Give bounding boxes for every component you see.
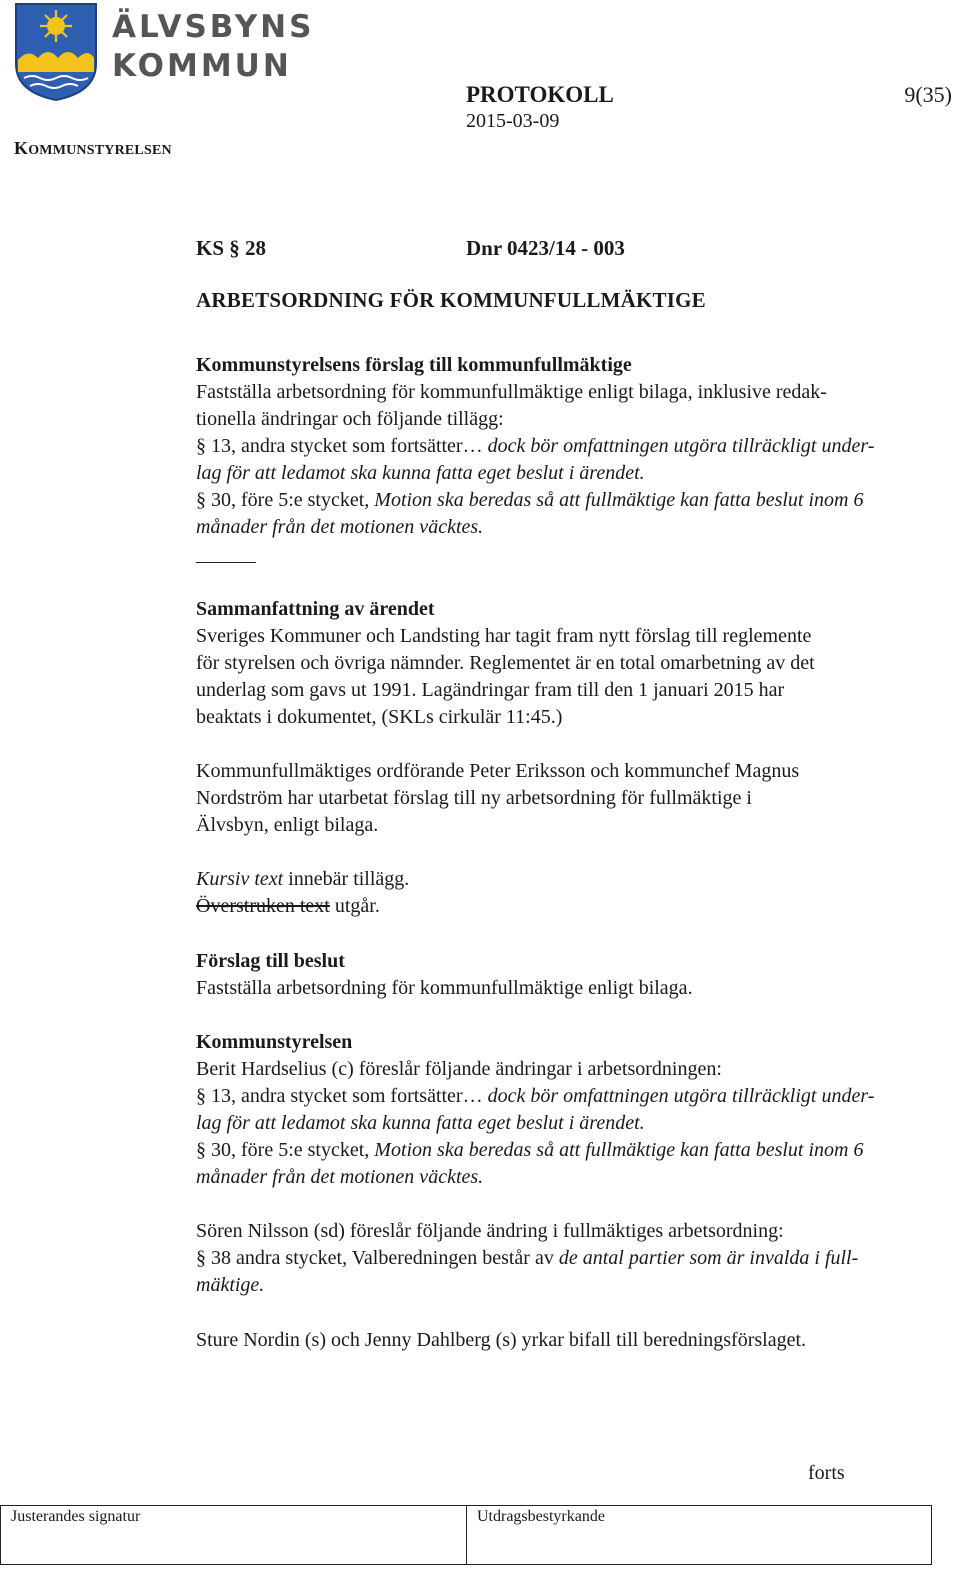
item-text: § 30, före 5:e stycket, bbox=[196, 489, 375, 511]
board-item-3-cont bbox=[196, 1272, 920, 1299]
proposal-item-1 bbox=[196, 433, 920, 460]
legend-strike-sample: Överstruken text bbox=[196, 895, 330, 917]
proposal-line-2: tionella ändringar och följande tillägg: bbox=[196, 408, 504, 430]
item-addition: Motion ska beredas så att fullmäktige kan fatta beslut inom 6 bbox=[374, 489, 864, 511]
legend-removal bbox=[196, 893, 920, 920]
signature-label: Justerandes signatur bbox=[11, 1508, 141, 1525]
brand-line-1: ÄLVSBYNS bbox=[112, 9, 315, 45]
proposal-item-2 bbox=[196, 487, 920, 514]
signature-label: Utdragsbestyrkande bbox=[477, 1508, 605, 1525]
summary-paragraph-2 bbox=[196, 758, 920, 839]
org-initial: K bbox=[14, 138, 29, 158]
summary-line: för styrelsen och övriga nämnder. Reglementet är en total omarbetning av det bbox=[196, 652, 815, 674]
proposal-section bbox=[196, 352, 920, 541]
item-addition: dock bör omfattningen utgöra tillräckligt under- bbox=[487, 435, 875, 457]
summary-line: Kommunfullmäktiges ordförande Peter Eriksson och kommunchef Magnus bbox=[196, 760, 800, 782]
item-text: § 30, före 5:e stycket, bbox=[196, 1139, 375, 1161]
proposal-item-1-cont bbox=[196, 460, 920, 487]
legend-addition bbox=[196, 866, 920, 893]
item-addition: mäktige. bbox=[196, 1274, 265, 1296]
legend-text: utgår. bbox=[329, 895, 380, 917]
summary-section bbox=[196, 596, 920, 731]
legend-italic-sample: Kursiv text bbox=[196, 868, 284, 890]
proposal-line-1: Fastställa arbetsordning för kommunfullmäktige enligt bilaga, inklusive redak- bbox=[196, 381, 827, 403]
item-addition: Motion ska beredas så att fullmäktige kan fatta beslut inom 6 bbox=[374, 1139, 864, 1161]
item-text: § 13, andra stycket som fortsätter… bbox=[196, 435, 488, 457]
org-rest: OMMUNSTYRELSEN bbox=[28, 143, 172, 158]
proposal-item-2-cont bbox=[196, 514, 920, 541]
item-text: § 13, andra stycket som fortsätter… bbox=[196, 1085, 488, 1107]
item-addition: de antal partier som är invalda i full- bbox=[558, 1247, 859, 1269]
item-addition: lag för att ledamot ska kunna fatta eget beslut i ärendet. bbox=[196, 462, 645, 484]
signature-cell-utdrag bbox=[467, 1506, 931, 1564]
board-item-1 bbox=[196, 1083, 920, 1110]
document-type: PROTOKOLL bbox=[466, 82, 614, 107]
item-text: § 38 andra stycket, Valberedningen består av bbox=[196, 1247, 559, 1269]
item-addition: månader från det motionen väcktes. bbox=[196, 516, 484, 538]
board-item-2 bbox=[196, 1137, 920, 1164]
case-number: KS § 28 bbox=[196, 236, 267, 260]
continued-label: forts bbox=[808, 1462, 845, 1484]
board-item-3 bbox=[196, 1245, 920, 1272]
coat-of-arms-logo bbox=[14, 2, 98, 102]
item-addition: lag för att ledamot ska kunna fatta eget beslut i ärendet. bbox=[196, 1112, 645, 1134]
item-addition: dock bör omfattningen utgöra tillräckligt under- bbox=[487, 1085, 875, 1107]
summary-heading: Sammanfattning av ärendet bbox=[196, 598, 435, 620]
board-heading: Kommunstyrelsen bbox=[196, 1031, 353, 1053]
document-date: 2015-03-09 bbox=[466, 110, 560, 132]
summary-line: underlag som gavs ut 1991. Lagändringar fram till den 1 januari 2015 har bbox=[196, 679, 785, 701]
organization-name bbox=[14, 138, 172, 159]
case-title: ARBETSORDNING FÖR KOMMUNFULLMÄKTIGE bbox=[196, 288, 706, 312]
summary-line: Nordström har utarbetat förslag till ny arbetsordning för fullmäktige i bbox=[196, 787, 752, 809]
board-item-2-cont bbox=[196, 1164, 920, 1191]
soren-proposal bbox=[196, 1218, 920, 1299]
summary-line: Älvsbyn, enligt bilaga. bbox=[196, 814, 379, 836]
item-addition: månader från det motionen väcktes. bbox=[196, 1166, 484, 1188]
municipality-brand bbox=[112, 8, 314, 86]
summary-line: Sveriges Kommuner och Landsting har tagit fram nytt förslag till reglemente bbox=[196, 625, 812, 647]
page-number: 9(35) bbox=[904, 82, 952, 107]
decision-text: Fastställa arbetsordning för kommunfullmäktige enligt bilaga. bbox=[196, 977, 693, 999]
board-intro: Berit Hardselius (c) föreslår följande ändringar i arbetsordningen: bbox=[196, 1058, 722, 1080]
board-item-1-cont bbox=[196, 1110, 920, 1137]
brand-line-2: KOMMUN bbox=[112, 48, 292, 84]
soren-text: Sören Nilsson (sd) föreslår följande ändring i fullmäktiges arbetsordning: bbox=[196, 1220, 784, 1242]
edit-legend bbox=[196, 866, 920, 920]
summary-line: beaktats i dokumentet, (SKLs cirkulär 11:45.) bbox=[196, 706, 563, 728]
sture-text: Sture Nordin (s) och Jenny Dahlberg (s) yrkar bifall till beredningsförslaget. bbox=[196, 1329, 807, 1351]
signature-table bbox=[0, 1505, 932, 1565]
decision-section bbox=[196, 948, 920, 1002]
signature-cell-justerare bbox=[1, 1506, 467, 1564]
proposal-heading: Kommunstyrelsens förslag till kommunfullmäktige bbox=[196, 354, 632, 376]
decision-heading: Förslag till beslut bbox=[196, 950, 345, 972]
legend-text: innebär tillägg. bbox=[283, 868, 410, 890]
board-section bbox=[196, 1029, 920, 1191]
section-divider bbox=[196, 562, 256, 563]
diary-number: Dnr 0423/14 - 003 bbox=[466, 236, 625, 260]
sture-statement bbox=[196, 1327, 920, 1354]
